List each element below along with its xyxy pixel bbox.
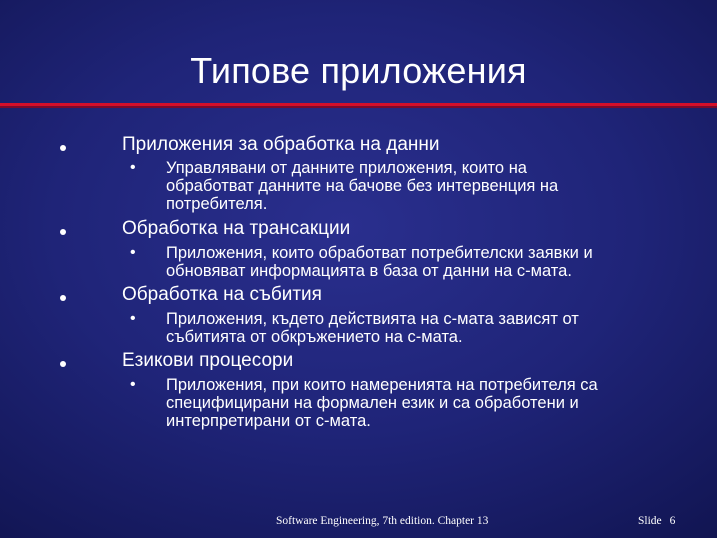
title-underline xyxy=(0,101,717,109)
sub-bullet-icon: • xyxy=(130,244,136,261)
sub-bullet-icon: • xyxy=(130,310,136,327)
bullet-heading: Обработка на трансакции xyxy=(122,218,351,239)
detail-line: потребителя. xyxy=(166,195,268,213)
bullet-heading: Обработка на събития xyxy=(122,284,322,305)
detail-line: специфицирани на формален език и са обработени и xyxy=(166,394,579,412)
footer-source: Software Engineering, 7th edition. Chapter 13 xyxy=(276,515,489,527)
detail-line: Приложения, при които намеренията на потребителя са xyxy=(166,376,598,394)
title-underline-shadow xyxy=(0,106,717,108)
bullet-dot-icon xyxy=(60,361,66,367)
bullet-detail xyxy=(166,159,696,213)
bullet-detail xyxy=(166,310,696,346)
bullet-dot-icon xyxy=(60,145,66,151)
detail-line: събитията от обкръжението на с-мата. xyxy=(166,328,463,346)
bullet-dot-icon xyxy=(60,295,66,301)
detail-line: обработват данните на бачове без интервенция на xyxy=(166,177,559,195)
slide-label: Slide xyxy=(638,515,662,527)
detail-line: интерпретирани от с-мата. xyxy=(166,412,371,430)
detail-line: Управлявани от данните приложения, които на xyxy=(166,159,527,177)
detail-line: обновяват информацията в база от данни на с-мата. xyxy=(166,262,572,280)
slide-number: 6 xyxy=(669,515,676,527)
bullet-dot-icon xyxy=(60,229,66,235)
sub-bullet-icon: • xyxy=(130,159,136,176)
detail-line: Приложения, където действията на с-мата зависят от xyxy=(166,310,579,328)
bullet-detail xyxy=(166,244,696,280)
slide-title: Типове приложения xyxy=(190,50,527,91)
detail-line: Приложения, които обработват потребителски заявки и xyxy=(166,244,593,262)
bullet-heading: Езикови процесори xyxy=(122,350,294,371)
bullet-detail xyxy=(166,376,696,430)
bullet-heading: Приложения за обработка на данни xyxy=(122,134,440,155)
footer-slide-number xyxy=(638,515,675,527)
sub-bullet-icon: • xyxy=(130,376,136,393)
